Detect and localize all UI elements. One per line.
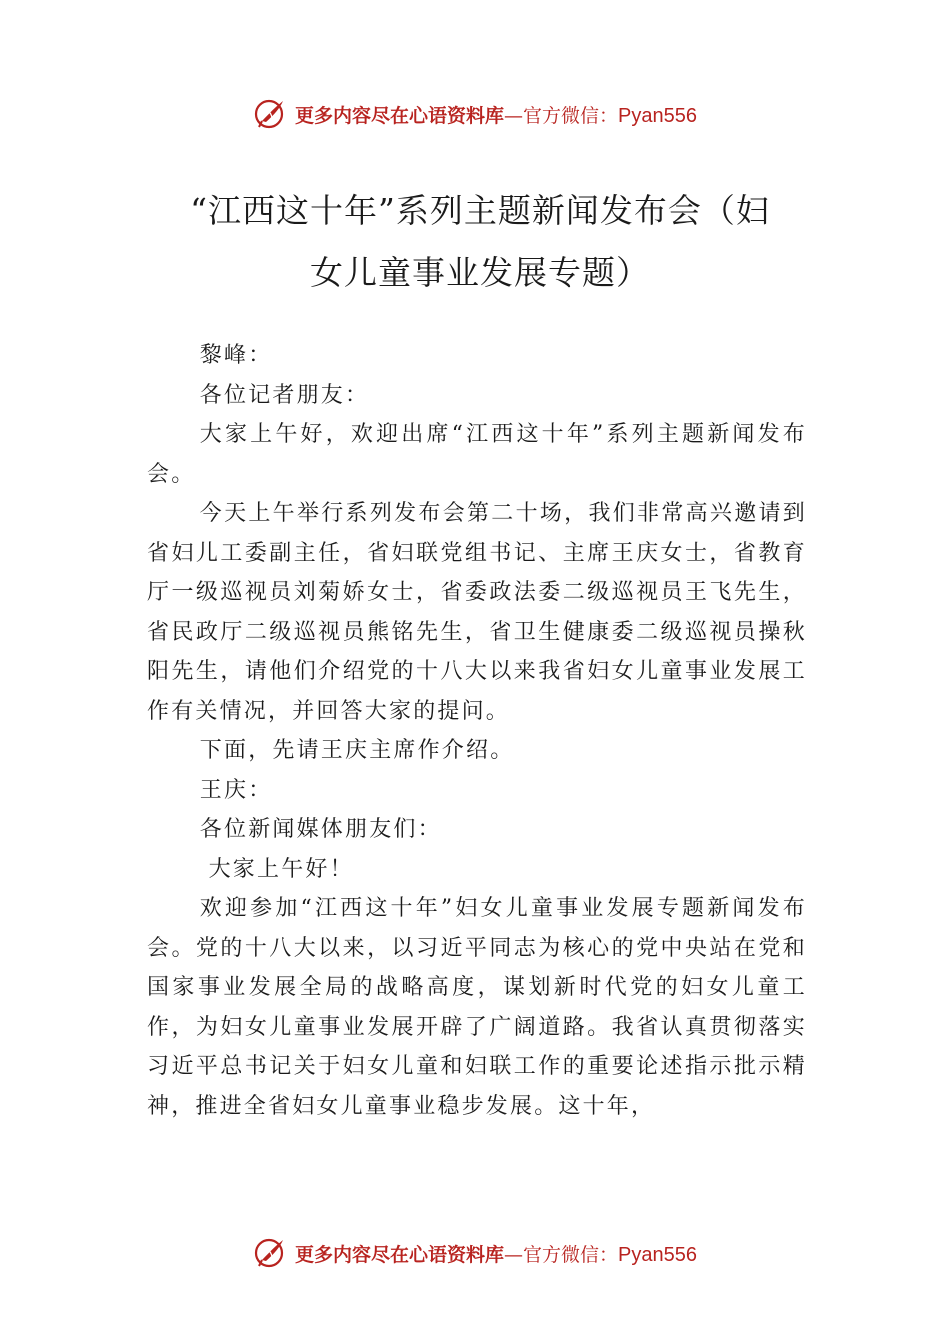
document-title [140, 180, 820, 304]
pen-quill-icon [253, 96, 289, 132]
header-banner-text: 更多内容尽在心语资料库—官方微信：Pyan556 [295, 104, 697, 127]
footer-banner-text: 更多内容尽在心语资料库—官方微信：Pyan556 [295, 1243, 697, 1266]
paragraph: 黎峰： [199, 343, 273, 368]
pen-quill-icon [253, 1235, 289, 1271]
title-line-1: “江西这十年”系列主题新闻发布会（妇 [190, 191, 770, 230]
paragraph: 王庆： [199, 777, 273, 803]
header-banner [0, 92, 950, 136]
paragraph: 欢迎参加“江西这十年”妇女儿童事业发展专题新闻发布会。党的十八大以来，以习近平同志为核心的党中央站在党和国家事业发展全局的战略高度，谋划新时代党的妇女儿童工作，为妇女儿童事业发展开辟了广阔道路。我省认真贯彻落实习近平总书记关于妇女儿童和妇联工作的重要论述指示批示精神，推进全省妇女儿童事业稳步发展。这十年， [147, 896, 807, 1119]
paragraph: 各位记者朋友： [199, 382, 370, 408]
paragraph: 大家上午好，欢迎出席“江西这十年”系列主题新闻发布会。 [147, 422, 807, 487]
footer-banner [0, 1231, 950, 1275]
document-body [147, 336, 807, 1126]
title-line-2: 女儿童事业发展专题） [310, 253, 650, 292]
paragraph: 今天上午举行系列发布会第二十场，我们非常高兴邀请到省妇儿工委副主任，省妇联党组书记、主席王庆女士，省教育厅一级巡视员刘菊娇女士，省委政法委二级巡视员王飞先生，省民政厅二级巡视员熊铭先生，省卫生健康委二级巡视员操秋阳先生，请他们介绍党的十八大以来我省妇女儿童事业发展工作有关情况，并回答大家的提问。 [147, 501, 807, 724]
paragraph: 大家上午好！ [208, 856, 354, 882]
paragraph: 各位新闻媒体朋友们： [199, 817, 442, 842]
paragraph: 下面，先请王庆主席作介绍。 [199, 738, 515, 763]
